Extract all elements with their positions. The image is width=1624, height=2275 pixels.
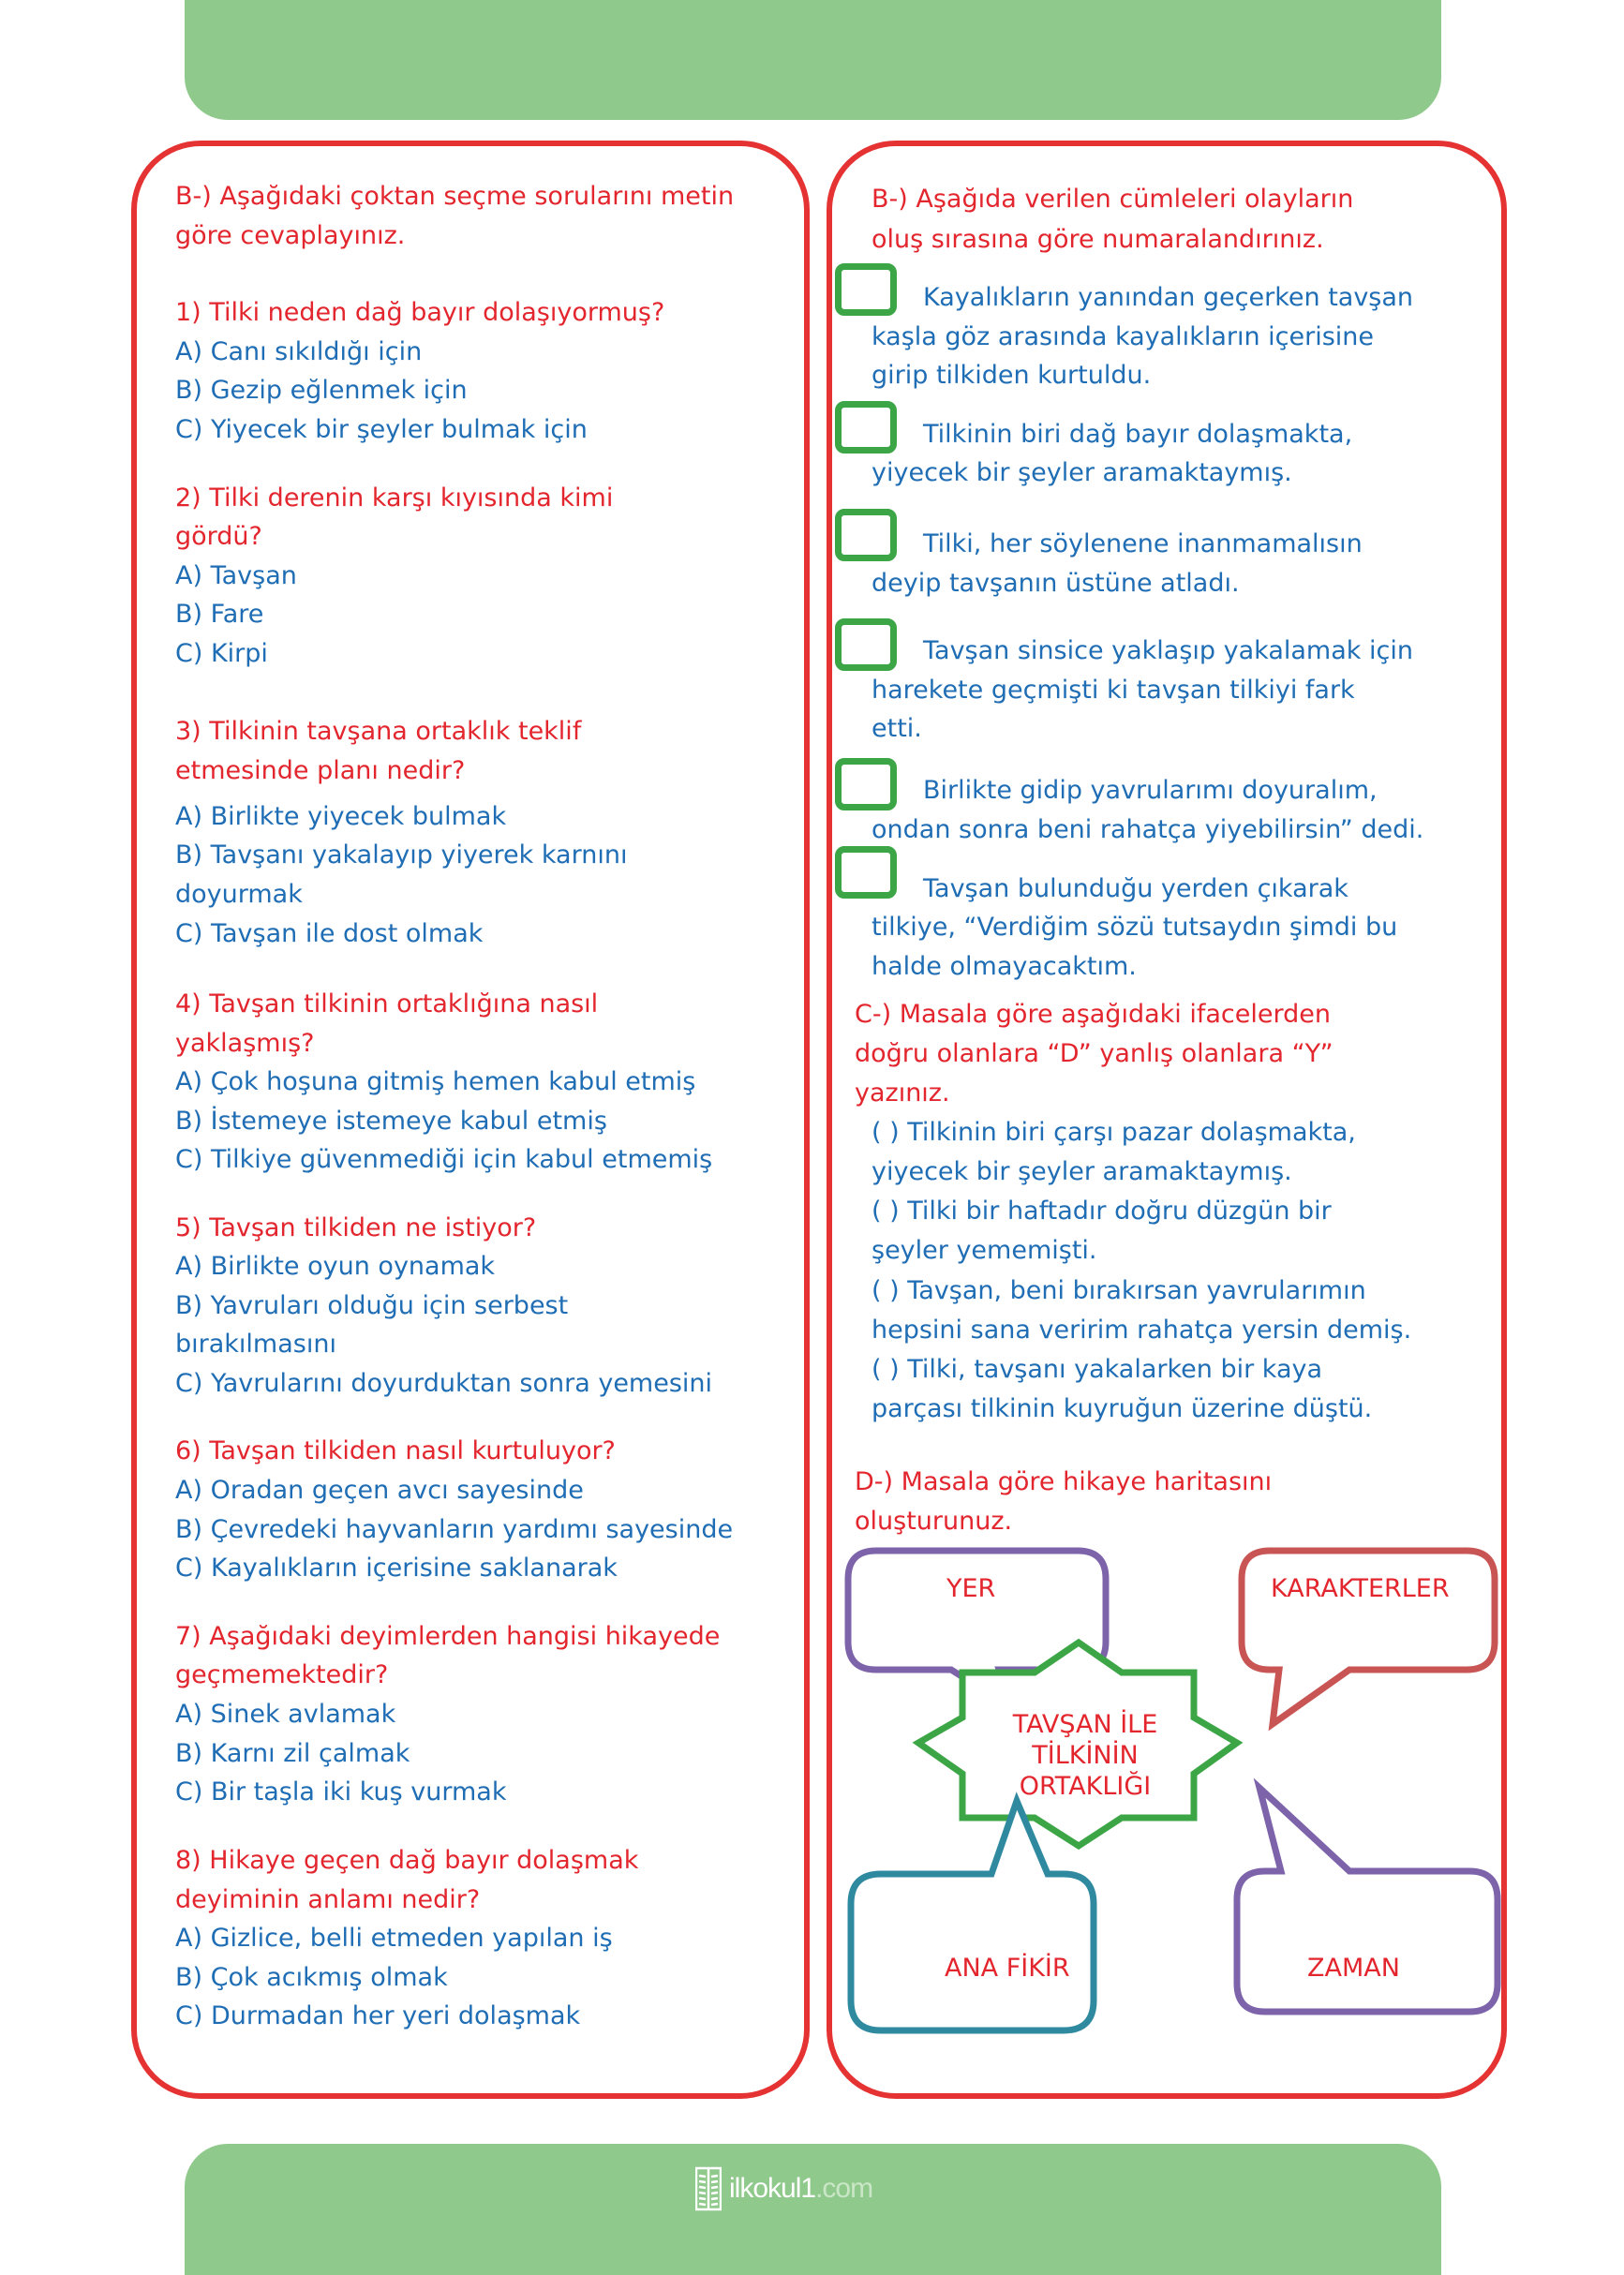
ordering-item: Tilki, her söylenene inanmamalısın	[923, 529, 1363, 558]
ordering-item: Tavşan bulunduğu yerden çıkarak	[923, 874, 1348, 903]
question-8-option-c[interactable]: C) Durmadan her yeri dolaşmak	[175, 2001, 581, 2030]
logo-text: ilkokul1	[729, 2173, 816, 2204]
section-heading: yazınız.	[855, 1078, 950, 1108]
question-1-option-c[interactable]: C) Yiyecek bir şeyler bulmak için	[175, 415, 588, 444]
site-logo	[695, 2163, 872, 2215]
question-5: 5) Tavşan tilkiden ne istiyor?	[175, 1213, 537, 1242]
ordering-item: deyip tavşanın üstüne atladı.	[872, 569, 1240, 598]
ordering-item: harekete geçmişti ki tavşan tilkiyi fark	[872, 676, 1355, 705]
question-1-option-a[interactable]: A) Canı sıkıldığı için	[175, 337, 423, 366]
question-3-option-b[interactable]: doyurmak	[175, 880, 303, 909]
time-label: ZAMAN	[1307, 1954, 1400, 1983]
question-3-option-b[interactable]: B) Tavşanı yakalayıp yiyerek karnını	[175, 840, 628, 870]
footer-banner	[185, 2144, 1441, 2275]
ordering-item: kaşla göz arasında kayalıkların içerisine	[872, 322, 1375, 351]
question-2: gördü?	[175, 522, 262, 551]
section-heading: B-) Aşağıdaki çoktan seçme sorularını metin	[175, 182, 735, 211]
ordering-item: tilkiye, “Verdiğim sözü tutsaydın şimdi bu	[872, 913, 1398, 942]
ordering-item: yiyecek bir şeyler aramaktaymış.	[872, 458, 1292, 487]
question-7: geçmemektedir?	[175, 1660, 389, 1689]
book-icon	[695, 2163, 722, 2215]
section-heading: doğru olanlara “D” yanlış olanlara “Y”	[855, 1039, 1333, 1068]
question-6-option-b[interactable]: B) Çevredeki hayvanların yardımı sayesinde	[175, 1515, 734, 1544]
section-heading: D-) Masala göre hikaye haritasını	[855, 1467, 1273, 1496]
ordering-item: Tavşan sinsice yaklaşıp yakalamak için	[923, 636, 1413, 665]
question-2-option-c[interactable]: C) Kirpi	[175, 639, 268, 668]
true-false-item[interactable]: ( ) Tilki bir haftadır doğru düzgün bir	[872, 1197, 1332, 1226]
question-6-option-c[interactable]: C) Kayalıkların içerisine saklanarak	[175, 1554, 618, 1583]
question-8-option-b[interactable]: B) Çok acıkmış olmak	[175, 1963, 448, 1992]
question-6: 6) Tavşan tilkiden nasıl kurtuluyor?	[175, 1436, 616, 1465]
logo-suffix: .com	[815, 2173, 873, 2204]
true-false-item: hepsini sana veririm rahatça yersin demiş.	[872, 1316, 1412, 1345]
question-6-option-a[interactable]: A) Oradan geçen avcı sayesinde	[175, 1476, 584, 1505]
question-4: yaklaşmış?	[175, 1029, 315, 1058]
section-heading: C-) Masala göre aşağıdaki ifacelerden	[855, 1000, 1331, 1029]
place-label: YER	[946, 1574, 996, 1603]
ordering-item: ondan sonra beni rahatça yiyebilirsin” dedi.	[872, 815, 1424, 844]
question-5-option-a[interactable]: A) Birlikte oyun oynamak	[175, 1252, 496, 1281]
main-idea-label: ANA FİKİR	[945, 1954, 1070, 1983]
section-heading: oluşturunuz.	[855, 1507, 1013, 1536]
ordering-item: Kayalıkların yanından geçerken tavşan	[923, 283, 1414, 312]
question-5-option-b[interactable]: B) Yavruları olduğu için serbest	[175, 1291, 569, 1320]
question-8: 8) Hikaye geçen dağ bayır dolaşmak	[175, 1846, 639, 1875]
question-4-option-b[interactable]: B) İstemeye istemeye kabul etmiş	[175, 1107, 607, 1136]
ordering-item: etti.	[872, 714, 922, 743]
true-false-item[interactable]: ( ) Tavşan, beni bırakırsan yavrularımın	[872, 1276, 1366, 1305]
question-2-option-b[interactable]: B) Fare	[175, 600, 264, 629]
center-title-line: TİLKİNİN	[1032, 1741, 1139, 1770]
ordering-item: Birlikte gidip yavrularımı doyuralım,	[923, 776, 1378, 805]
question-5-option-c[interactable]: C) Yavrularını doyurduktan sonra yemesini	[175, 1369, 713, 1398]
center-title-line: ORTAKLIĞI	[1019, 1772, 1152, 1801]
center-title-line: TAVŞAN İLE	[1012, 1710, 1158, 1739]
section-heading: B-) Aşağıda verilen cümleleri olayların	[872, 185, 1354, 214]
ordering-item: Tilkinin biri dağ bayır dolaşmakta,	[923, 420, 1353, 449]
question-4-option-c[interactable]: C) Tilkiye güvenmediği için kabul etmemiş	[175, 1145, 713, 1174]
question-7-option-a[interactable]: A) Sinek avlamak	[175, 1700, 396, 1729]
question-3-option-c[interactable]: C) Tavşan ile dost olmak	[175, 919, 484, 948]
question-7-option-c[interactable]: C) Bir taşla iki kuş vurmak	[175, 1777, 507, 1807]
question-3-option-a[interactable]: A) Birlikte yiyecek bulmak	[175, 802, 507, 831]
true-false-item: parçası tilkinin kuyruğun üzerine düştü.	[872, 1394, 1373, 1423]
question-4: 4) Tavşan tilkinin ortaklığına nasıl	[175, 989, 599, 1019]
question-1: 1) Tilki neden dağ bayır dolaşıyormuş?	[175, 298, 665, 327]
ordering-item: halde olmayacaktım.	[872, 952, 1137, 981]
question-1-option-b[interactable]: B) Gezip eğlenmek için	[175, 376, 468, 405]
question-7-option-b[interactable]: B) Karnı zil çalmak	[175, 1739, 410, 1768]
question-2-option-a[interactable]: A) Tavşan	[175, 561, 297, 590]
question-8: deyiminin anlamı nedir?	[175, 1885, 481, 1914]
true-false-item: şeyler yememişti.	[872, 1236, 1097, 1265]
true-false-item[interactable]: ( ) Tilki, tavşanı yakalarken bir kaya	[872, 1355, 1323, 1384]
ordering-item: girip tilkiden kurtuldu.	[872, 361, 1152, 390]
true-false-item: yiyecek bir şeyler aramaktaymış.	[872, 1157, 1292, 1186]
question-3: 3) Tilkinin tavşana ortaklık teklif	[175, 717, 582, 746]
question-2: 2) Tilki derenin karşı kıyısında kimi	[175, 483, 614, 513]
question-7: 7) Aşağıdaki deyimlerden hangisi hikayede	[175, 1622, 721, 1651]
question-3: etmesinde planı nedir?	[175, 756, 466, 785]
question-8-option-a[interactable]: A) Gizlice, belli etmeden yapılan iş	[175, 1924, 613, 1953]
characters-label: KARAKTERLER	[1271, 1574, 1450, 1603]
section-heading: göre cevaplayınız.	[175, 221, 406, 250]
section-heading: oluş sırasına göre numaralandırınız.	[872, 225, 1324, 254]
question-5-option-b[interactable]: bırakılmasını	[175, 1330, 336, 1359]
question-4-option-a[interactable]: A) Çok hoşuna gitmiş hemen kabul etmiş	[175, 1067, 696, 1096]
true-false-item[interactable]: ( ) Tilkinin biri çarşı pazar dolaşmakta,	[872, 1118, 1356, 1147]
